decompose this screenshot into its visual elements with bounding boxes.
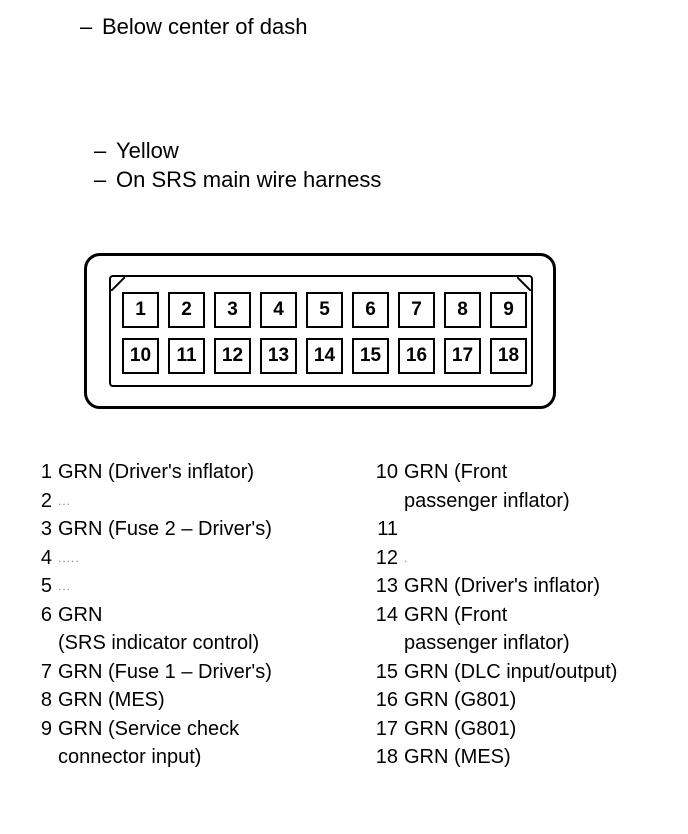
pin-8: 8	[444, 292, 481, 328]
connector-face	[109, 275, 533, 387]
pin-description	[58, 487, 71, 516]
pin-number: 7	[40, 660, 52, 683]
description-line: GRN (Front	[404, 603, 508, 626]
pin-9: 9	[490, 292, 527, 328]
dash-mark: –	[94, 167, 107, 192]
pin-description	[404, 743, 511, 772]
pin-number: 13	[375, 575, 398, 597]
description-line: GRN (MES)	[58, 689, 165, 711]
pin-description	[404, 458, 570, 515]
pin-description	[404, 686, 516, 715]
chamfer-left-icon	[111, 277, 125, 291]
location-note	[80, 14, 307, 40]
pin-number: 2	[40, 489, 52, 512]
legend-row	[370, 544, 617, 573]
legend-row	[370, 515, 617, 544]
legend-row	[30, 658, 272, 687]
pin-number: 18	[375, 746, 398, 768]
pin-description	[58, 658, 272, 687]
legend-row	[30, 487, 272, 516]
dash-mark: –	[80, 14, 93, 39]
pin-legend-left	[30, 458, 272, 772]
legend-row	[30, 458, 272, 487]
description-line: ...	[58, 579, 72, 593]
pin-description	[58, 715, 239, 772]
pin-description	[404, 658, 617, 687]
pin-3: 3	[214, 292, 251, 328]
legend-row	[30, 572, 272, 601]
description-line: GRN (Front	[404, 461, 508, 483]
pin-number: 6	[40, 603, 52, 626]
pin-number: 8	[40, 689, 52, 711]
pin-description	[404, 572, 600, 601]
pin-description	[58, 515, 272, 544]
description-line: GRN (G801)	[404, 717, 517, 740]
description-line: .	[404, 550, 409, 565]
legend-row	[30, 544, 272, 573]
pin-15: 15	[352, 338, 389, 374]
description-line: GRN (Fuse 2 – Driver's)	[58, 518, 272, 540]
pin-number: 4	[40, 546, 52, 569]
pin-6: 6	[352, 292, 389, 328]
chamfer-right-icon	[517, 277, 531, 291]
description-line: passenger inflator)	[404, 489, 570, 512]
pin-number: 15	[375, 660, 398, 683]
pin-1: 1	[122, 292, 159, 328]
description-line: ...	[58, 493, 72, 508]
description-line	[404, 515, 410, 544]
pin-number: 12	[375, 546, 398, 569]
pin-description	[58, 686, 165, 715]
pin-10: 10	[122, 338, 159, 374]
description-line: GRN (Service check	[58, 717, 240, 740]
pin-description	[404, 601, 570, 658]
pin-description	[58, 544, 80, 573]
legend-row	[30, 686, 272, 715]
legend-row	[30, 515, 272, 544]
description-line: (SRS indicator control)	[58, 632, 260, 654]
pin-17: 17	[444, 338, 481, 374]
pin-description	[404, 544, 408, 573]
description-line: GRN	[58, 603, 103, 626]
pin-number: 5	[40, 575, 52, 597]
description-line: passenger inflator)	[404, 632, 570, 654]
pin-number: 3	[40, 518, 52, 540]
description-line: GRN (MES)	[404, 746, 511, 768]
legend-row	[370, 715, 617, 744]
pin-description	[404, 715, 516, 744]
legend-row	[370, 743, 617, 772]
legend-row	[370, 458, 617, 515]
color-text: Yellow	[116, 138, 179, 163]
connector-housing	[84, 253, 556, 409]
color-note	[94, 138, 179, 164]
legend-row	[370, 601, 617, 658]
harness-text: On SRS main wire harness	[116, 167, 382, 192]
legend-row	[370, 658, 617, 687]
pin-18: 18	[490, 338, 527, 374]
description-line: GRN (Fuse 1 – Driver's)	[58, 660, 272, 683]
legend-row	[370, 686, 617, 715]
legend-row	[370, 572, 617, 601]
description-line: connector input)	[58, 746, 202, 768]
pin-16: 16	[398, 338, 435, 374]
description-line: GRN (G801)	[404, 689, 517, 711]
pin-number: 1	[40, 461, 52, 483]
pin-number: 9	[40, 717, 52, 740]
description-line: GRN (Driver's inflator)	[404, 575, 601, 597]
pin-number: 11	[377, 518, 398, 540]
pin-number: 17	[375, 717, 398, 740]
pin-description	[58, 572, 71, 601]
pin-description	[404, 515, 410, 544]
pin-description	[58, 458, 254, 487]
location-text: Below center of dash	[102, 14, 308, 39]
pin-14: 14	[306, 338, 343, 374]
pin-number: 16	[375, 689, 398, 711]
pin-7: 7	[398, 292, 435, 328]
pin-11: 11	[168, 338, 205, 374]
pin-4: 4	[260, 292, 297, 328]
harness-note	[94, 167, 381, 193]
description-line: GRN (DLC input/output)	[404, 660, 618, 683]
legend-row	[30, 601, 272, 658]
pin-number: 14	[375, 603, 398, 626]
legend-row	[30, 715, 272, 772]
description-line: .....	[58, 550, 80, 565]
pin-5: 5	[306, 292, 343, 328]
pin-2: 2	[168, 292, 205, 328]
pin-legend-right	[370, 458, 617, 772]
description-line: GRN (Driver's inflator)	[58, 461, 255, 483]
dash-mark: –	[94, 138, 107, 163]
pin-13: 13	[260, 338, 297, 374]
pin-12: 12	[214, 338, 251, 374]
pin-number: 10	[375, 461, 398, 483]
pin-description	[58, 601, 259, 658]
